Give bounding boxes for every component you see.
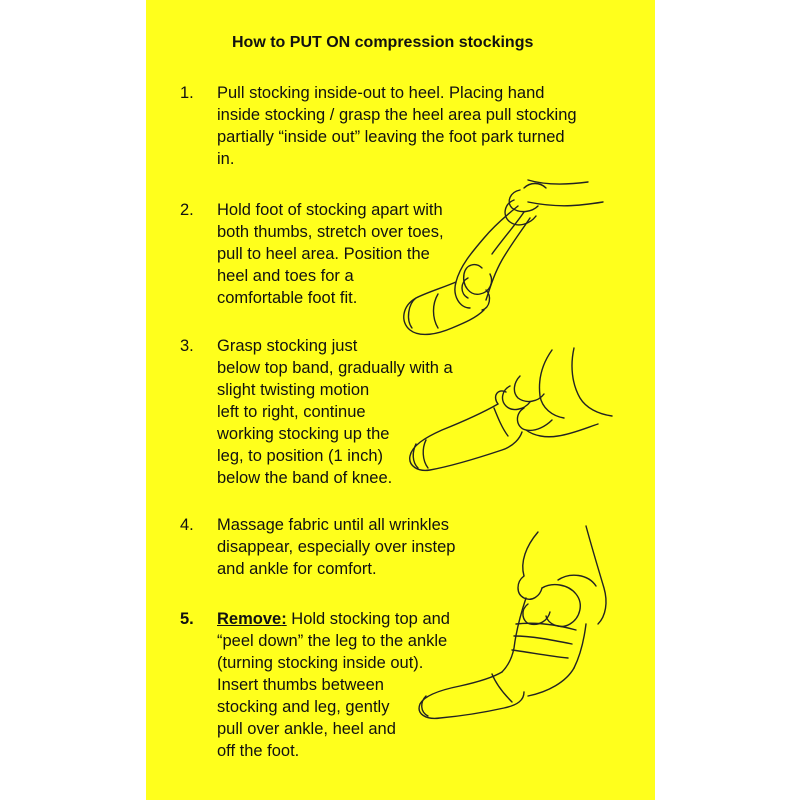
step-line: disappear, especially over instep	[217, 538, 456, 556]
step-line: working stocking up the	[217, 425, 390, 443]
hands-stretching-stocking-over-toes-illustration	[398, 178, 620, 343]
remove-colon: :	[281, 610, 287, 628]
step-line: below the band of knee.	[217, 469, 393, 487]
step-line: partially “inside out” leaving the foot park turned	[217, 128, 565, 146]
step-line: Insert thumbs between	[217, 676, 384, 694]
step-line: Pull stocking inside-out to heel. Placing hand	[217, 84, 545, 102]
step-line: pull to heel area. Position the	[217, 245, 430, 263]
step-line: comfortable foot fit.	[217, 289, 358, 307]
step-line: slight twisting motion	[217, 381, 370, 399]
step-line: in.	[217, 150, 235, 168]
step-line: below top band, gradually with a	[217, 359, 453, 377]
remove-label: Remove	[217, 610, 282, 628]
step-5-number: 5.	[180, 610, 194, 628]
step-line: (turning stocking inside out).	[217, 654, 424, 672]
step-line: inside stocking / grasp the heel area pull stocking	[217, 106, 577, 124]
step-line: stocking and leg, gently	[217, 698, 390, 716]
hands-peeling-stocking-down-leg-illustration	[408, 524, 622, 724]
step-2-number: 2.	[180, 201, 194, 219]
hands-pulling-stocking-up-leg-illustration	[402, 346, 624, 476]
step-3-number: 3.	[180, 337, 194, 355]
step-line: “peel down” the leg to the ankle	[217, 632, 448, 650]
step-line: both thumbs, stretch over toes,	[217, 223, 444, 241]
remove-first-line: Hold stocking top and	[286, 610, 450, 628]
step-1-number: 1.	[180, 84, 194, 102]
step-line: Massage fabric until all wrinkles	[217, 516, 450, 534]
step-line: pull over ankle, heel and	[217, 720, 396, 738]
step-line: off the foot.	[217, 742, 300, 760]
page-title: How to PUT ON compression stockings	[232, 34, 534, 51]
step-4-number: 4.	[180, 516, 194, 534]
step-line: and ankle for comfort.	[217, 560, 377, 578]
step-line: leg, to position (1 inch)	[217, 447, 384, 465]
step-line: Grasp stocking just	[217, 337, 358, 355]
step-line: Hold foot of stocking apart with	[217, 201, 443, 219]
step-line: heel and toes for a	[217, 267, 354, 285]
step-1-text	[217, 82, 577, 170]
step-line: left to right, continue	[217, 403, 366, 421]
